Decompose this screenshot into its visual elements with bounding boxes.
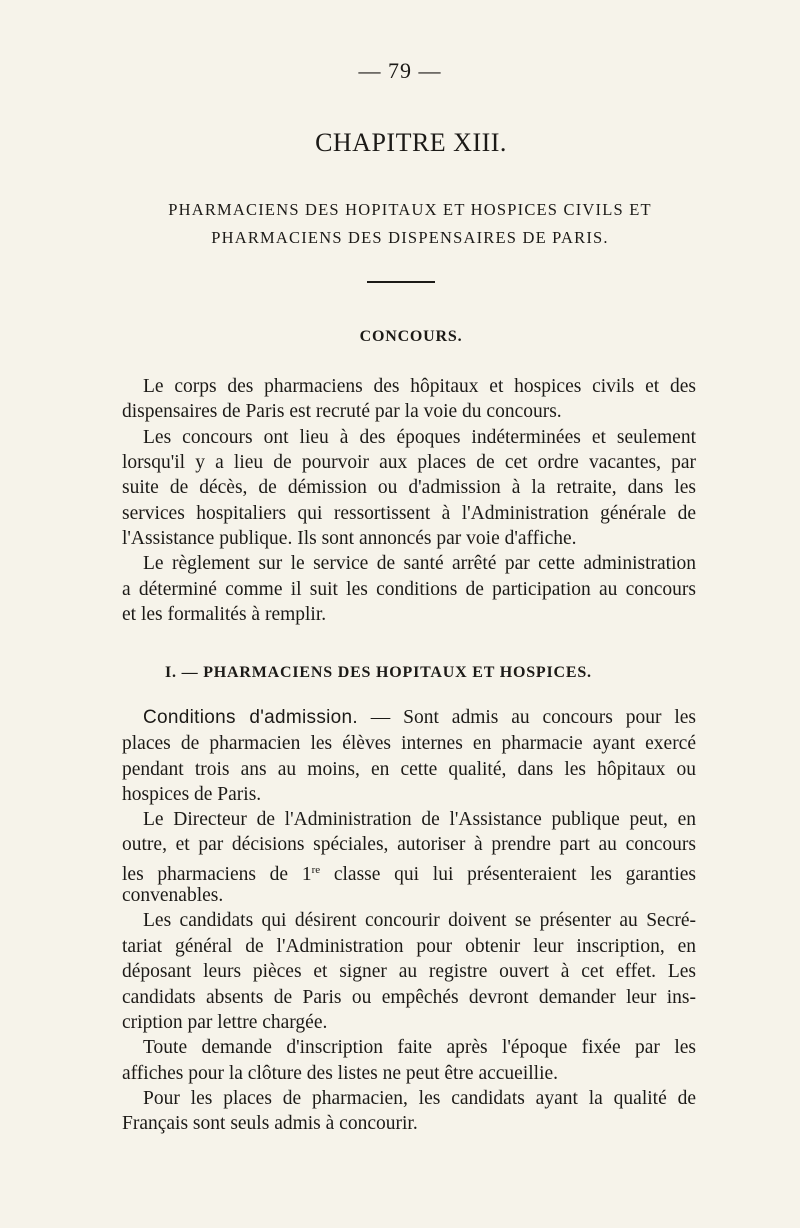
body-line: Le règlement sur le service de santé arrêté par cette administration bbox=[143, 553, 696, 574]
body-line: Pour les places de pharmacien, les candidats ayant la qualité de bbox=[143, 1088, 696, 1109]
body-line: places de pharmacien les élèves internes en pharmacie ayant exercé bbox=[122, 733, 696, 754]
classe-line bbox=[122, 858, 696, 887]
body-line: candidats absents de Paris ou empêchés devront demander leur ins- bbox=[122, 987, 696, 1008]
body-line: Toute demande d'inscription faite après l'époque fixée par les bbox=[143, 1037, 696, 1058]
body-line: convenables. bbox=[122, 885, 224, 906]
body-line: Le corps des pharmaciens des hôpitaux et hospices civils et des bbox=[143, 376, 696, 397]
separator-rule bbox=[367, 281, 435, 283]
body-line: déposant leurs pièces et signer au registre ouvert à cet effet. Les bbox=[122, 961, 696, 982]
body-line: services hospitaliers qui ressortissent à l'Administration générale de bbox=[122, 503, 696, 524]
body-line: outre, et par décisions spéciales, autoriser à prendre part au concours bbox=[122, 834, 696, 855]
chapter-subtitle-line-1: PHARMACIENS DES HOPITAUX ET HOSPICES CIVILS ET bbox=[168, 200, 652, 219]
section-heading-pharmaciens-hopitaux: I. — PHARMACIENS DES HOPITAUX ET HOSPICES. bbox=[165, 664, 592, 681]
chapter-subtitle-line-2: PHARMACIENS DES DISPENSAIRES DE PARIS. bbox=[211, 228, 609, 247]
body-line: Le Directeur de l'Administration de l'Assistance publique peut, en bbox=[143, 809, 696, 830]
body-line: Français sont seuls admis à concourir. bbox=[122, 1113, 418, 1134]
classe-post: classe qui lui présenteraient les garanties bbox=[320, 864, 697, 885]
body-line: cription par lettre chargée. bbox=[122, 1012, 328, 1033]
chapter-title: CHAPITRE XIII. bbox=[315, 128, 507, 157]
conditions-first-rest: — Sont admis au concours pour les bbox=[357, 707, 696, 728]
page-number: — 79 — bbox=[358, 58, 442, 83]
body-line: hospices de Paris. bbox=[122, 784, 262, 805]
classe-superscript: re bbox=[311, 864, 321, 876]
body-line: dispensaires de Paris est recruté par la voie du concours. bbox=[122, 401, 562, 422]
body-line: lorsqu'il y a lieu de pourvoir aux places de cet ordre vacantes, par bbox=[122, 452, 696, 473]
body-line: et les formalités à remplir. bbox=[122, 604, 327, 625]
body-line: Les concours ont lieu à des époques indéterminées et seulement bbox=[143, 427, 696, 448]
body-line: a déterminé comme il suit les conditions de participation au concours bbox=[122, 579, 696, 600]
body-line: affiches pour la clôture des listes ne peut être accueillie. bbox=[122, 1063, 559, 1084]
body-line: suite de décès, de démission ou d'admission à la retraite, dans les bbox=[122, 477, 696, 498]
body-line: l'Assistance publique. Ils sont annoncés par voie d'affiche. bbox=[122, 528, 577, 549]
body-line: pendant trois ans au moins, en cette qualité, dans les hôpitaux ou bbox=[122, 759, 696, 780]
conditions-run-in-title: Conditions d'admission. bbox=[143, 707, 358, 728]
concours-heading: CONCOURS. bbox=[359, 328, 463, 345]
body-line: tariat général de l'Administration pour obtenir leur inscription, en bbox=[122, 936, 696, 957]
conditions-first-line bbox=[143, 706, 696, 730]
body-line: Les candidats qui désirent concourir doivent se présenter au Secré- bbox=[143, 910, 696, 931]
classe-pre: les pharmaciens de 1 bbox=[122, 864, 312, 885]
